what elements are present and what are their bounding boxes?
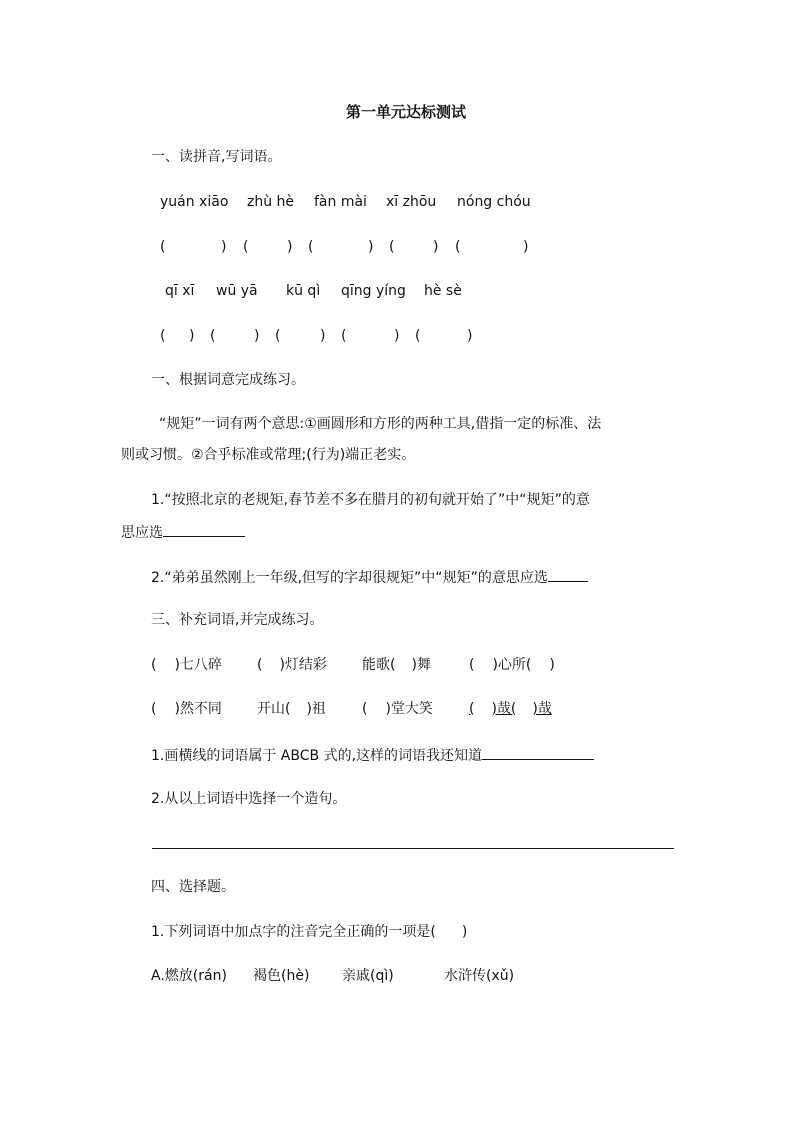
section-4-heading: 四、选择题。 xyxy=(151,879,235,895)
idiom-3: 能歌( )舞 xyxy=(362,657,431,673)
answer-blank-open[interactable]: ( xyxy=(210,328,216,344)
idiom-4: ( )心所( ) xyxy=(469,657,555,673)
sentence-answer-line[interactable] xyxy=(152,848,674,849)
answer-line[interactable] xyxy=(548,567,588,582)
pinyin-9: qīng yíng xyxy=(341,283,406,299)
pinyin-2: zhù hè xyxy=(247,194,295,210)
definition-line-1: “规矩”一词有两个意思:①画圆形和方形的两种工具,借指一定的标准、法 xyxy=(159,416,602,432)
question-2 xyxy=(151,567,588,587)
section-3-question-2: 2.从以上词语中选择一个造句。 xyxy=(151,791,347,807)
option-a-word-2: 褐色(hè) xyxy=(253,968,310,984)
section-1-heading: 一、读拼音,写词语。 xyxy=(151,149,282,165)
answer-blank-close[interactable]: ) xyxy=(523,239,529,255)
idiom-8-underlined: ( )哉( )哉 xyxy=(469,701,552,717)
option-a-word-4: 水浒传(xǔ) xyxy=(444,968,515,984)
answer-blank-open[interactable]: ( xyxy=(275,328,281,344)
answer-blank-close[interactable]: ) xyxy=(287,239,293,255)
answer-blank-open[interactable]: ( xyxy=(455,239,461,255)
pinyin-1: yuán xiāo xyxy=(160,194,229,210)
page-title: 第一单元达标测试 xyxy=(346,103,467,121)
answer-blank-close[interactable]: ) xyxy=(221,239,227,255)
question-2-text: 2.“弟弟虽然刚上一年级,但写的字却很规矩”中“规矩”的意思应选 xyxy=(151,570,548,586)
section-3-heading: 三、补充词语,并完成练习。 xyxy=(151,612,324,628)
pinyin-7: wū yā xyxy=(216,283,258,299)
pinyin-3: fàn mài xyxy=(314,194,367,210)
answer-blank-close[interactable]: ) xyxy=(467,328,473,344)
idiom-7: ( )堂大笑 xyxy=(362,701,433,717)
answer-blank-open[interactable]: ( xyxy=(308,239,314,255)
answer-blank-open[interactable]: ( xyxy=(389,239,395,255)
pinyin-6: qī xī xyxy=(165,283,195,299)
question-1-line-1: 1.“按照北京的老规矩,春节差不多在腊月的初旬就开始了”中“规矩”的意 xyxy=(151,492,590,508)
answer-line[interactable] xyxy=(163,522,245,537)
question-1-line-2 xyxy=(121,522,245,542)
answer-blank-close[interactable]: ) xyxy=(189,328,195,344)
answer-blank-close[interactable]: ) xyxy=(254,328,260,344)
answer-blank-close[interactable]: ) xyxy=(394,328,400,344)
answer-blank-close[interactable]: ) xyxy=(320,328,326,344)
choice-question-1: 1.下列词语中加点字的注音完全正确的一项是( ) xyxy=(151,924,468,940)
idiom-6: 开山( )祖 xyxy=(257,701,326,717)
option-a-word-1: A.燃放(rán) xyxy=(151,968,227,984)
answer-blank-close[interactable]: ) xyxy=(368,239,374,255)
answer-blank-open[interactable]: ( xyxy=(341,328,347,344)
section-3-question-1-text: 1.画横线的词语属于 ABCB 式的,这样的词语我还知道 xyxy=(151,748,483,764)
answer-blank-open[interactable]: ( xyxy=(160,239,166,255)
idiom-1: ( )七八碎 xyxy=(151,657,222,673)
answer-blank-open[interactable]: ( xyxy=(415,328,421,344)
answer-blank-open[interactable]: ( xyxy=(243,239,249,255)
answer-blank-open[interactable]: ( xyxy=(160,328,166,344)
section-2-heading: 一、根据词意完成练习。 xyxy=(151,372,305,388)
idiom-5: ( )然不同 xyxy=(151,701,222,717)
pinyin-8: kū qì xyxy=(286,283,321,299)
idiom-2: ( )灯结彩 xyxy=(257,657,327,673)
answer-blank-close[interactable]: ) xyxy=(433,239,439,255)
answer-line[interactable] xyxy=(482,745,594,760)
question-1-line-2-text: 思应选 xyxy=(121,525,163,541)
choice-question-1-text: 1.下列词语中加点字的注音完全正确的一项是( xyxy=(151,924,436,940)
pinyin-4: xī zhōu xyxy=(386,194,437,210)
definition-line-2: 则或习惯。②合乎标准或常理;(行为)端正老实。 xyxy=(121,447,416,463)
pinyin-10: hè sè xyxy=(424,283,462,299)
pinyin-5: nóng chóu xyxy=(457,194,531,210)
option-a-word-3: 亲戚(qì) xyxy=(342,968,394,984)
section-3-question-1 xyxy=(151,745,594,765)
